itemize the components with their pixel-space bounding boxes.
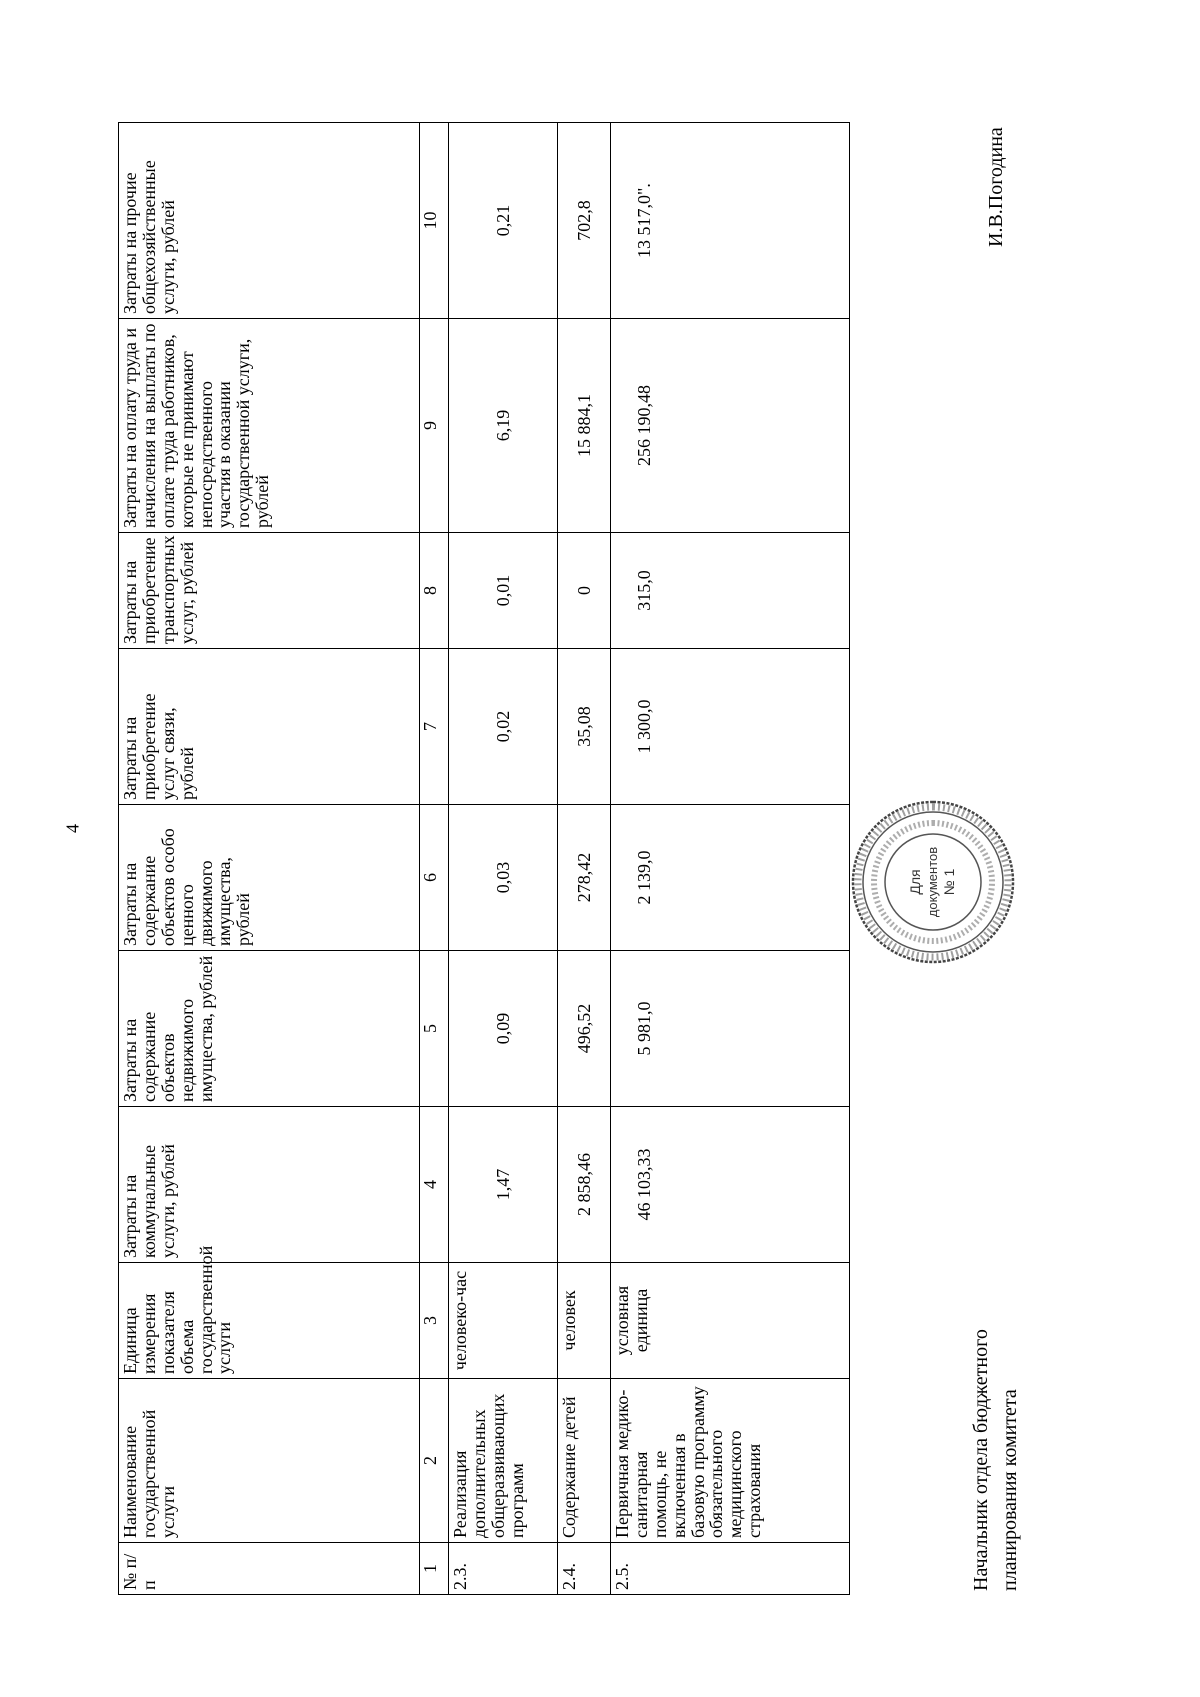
unit-of-measure: человеко-час [449, 1263, 558, 1379]
cost-value: 0,09 [449, 951, 558, 1107]
costs-table [118, 122, 850, 1595]
column-number: 10 [420, 123, 449, 319]
stamp-text: № 1 [941, 868, 957, 896]
column-number: 1 [420, 1543, 449, 1595]
signature-position-line: планирования комитета [999, 1389, 1021, 1591]
cost-value: 0,02 [449, 649, 558, 805]
cost-value: 13 517,0". [611, 123, 850, 319]
signature-position [967, 1329, 1025, 1591]
cost-value: 496,52 [558, 951, 611, 1107]
cost-value: 46 103,33 [611, 1107, 850, 1263]
column-number-row [420, 123, 449, 1595]
cost-value: 2 858,46 [558, 1107, 611, 1263]
cost-value: 0 [558, 533, 611, 649]
cost-value: 15 884,1 [558, 319, 611, 533]
cost-value: 0,01 [449, 533, 558, 649]
cost-value: 2 139,0 [611, 805, 850, 951]
header-cell: Наименование государственной услуги [119, 1379, 420, 1543]
column-number: 5 [420, 951, 449, 1107]
signature-position-line: Начальник отдела бюджетного [970, 1329, 992, 1591]
header-cell: Затраты на прочие общехозяйственные услуги, рублей [119, 123, 420, 319]
column-number: 3 [420, 1263, 449, 1379]
column-number: 6 [420, 805, 449, 951]
row-number: 2.3. [449, 1543, 558, 1595]
unit-of-measure: условная единица [611, 1263, 850, 1379]
row-number: 2.4. [558, 1543, 611, 1595]
header-cell: Единица измерения показателя объема государственной услуги [119, 1263, 420, 1379]
cost-value: 256 190,48 [611, 319, 850, 533]
header-row [119, 123, 420, 1595]
cost-value: 1,47 [449, 1107, 558, 1263]
service-name: Содержание детей [558, 1379, 611, 1543]
header-cell: Затраты на коммунальные услуги, рублей [119, 1107, 420, 1263]
header-cell: Затраты на приобретение услуг связи, рублей [119, 649, 420, 805]
column-number: 7 [420, 649, 449, 805]
column-number: 4 [420, 1107, 449, 1263]
cost-value: 315,0 [611, 533, 850, 649]
cost-value: 1 300,0 [611, 649, 850, 805]
cost-value: 6,19 [449, 319, 558, 533]
row-number: 2.5. [611, 1543, 850, 1595]
signature-name: И.В.Погодина [985, 127, 1007, 247]
column-number: 2 [420, 1379, 449, 1543]
cost-value: 5 981,0 [611, 951, 850, 1107]
cost-value: 0,03 [449, 805, 558, 951]
service-name: Реализация дополнительных общеразвивающих программ [449, 1379, 558, 1543]
header-cell: № п/п [119, 1543, 420, 1595]
stamp-text: документов [925, 846, 940, 918]
column-number: 9 [420, 319, 449, 533]
unit-of-measure: человек [558, 1263, 611, 1379]
cost-value: 702,8 [558, 123, 611, 319]
cost-value: 0,21 [449, 123, 558, 319]
column-number: 8 [420, 533, 449, 649]
header-cell: Затраты на содержание объектов особо ценного движимого имущества, рублей [119, 805, 420, 951]
cost-value: 278,42 [558, 805, 611, 951]
header-cell: Затраты на оплату труда и начисления на выплаты по оплате труда работников, которые не принимают непосредственного участия в оказании государственной услуги, рублей [119, 319, 420, 533]
cost-value: 35,08 [558, 649, 611, 805]
service-name: Первичная медико-санитарная помощь, не включенная в базовую программу обязательного медицинского страхования [611, 1379, 850, 1543]
page-number: 4 [62, 824, 83, 833]
official-stamp [848, 797, 1018, 967]
table-row [611, 123, 850, 1595]
table-row [558, 123, 611, 1595]
header-cell: Затраты на приобретение транспортных услуг, рублей [119, 533, 420, 649]
table-row [449, 123, 558, 1595]
header-cell: Затраты на содержание объектов недвижимого имущества, рублей [119, 951, 420, 1107]
stamp-text: Для [907, 869, 923, 895]
